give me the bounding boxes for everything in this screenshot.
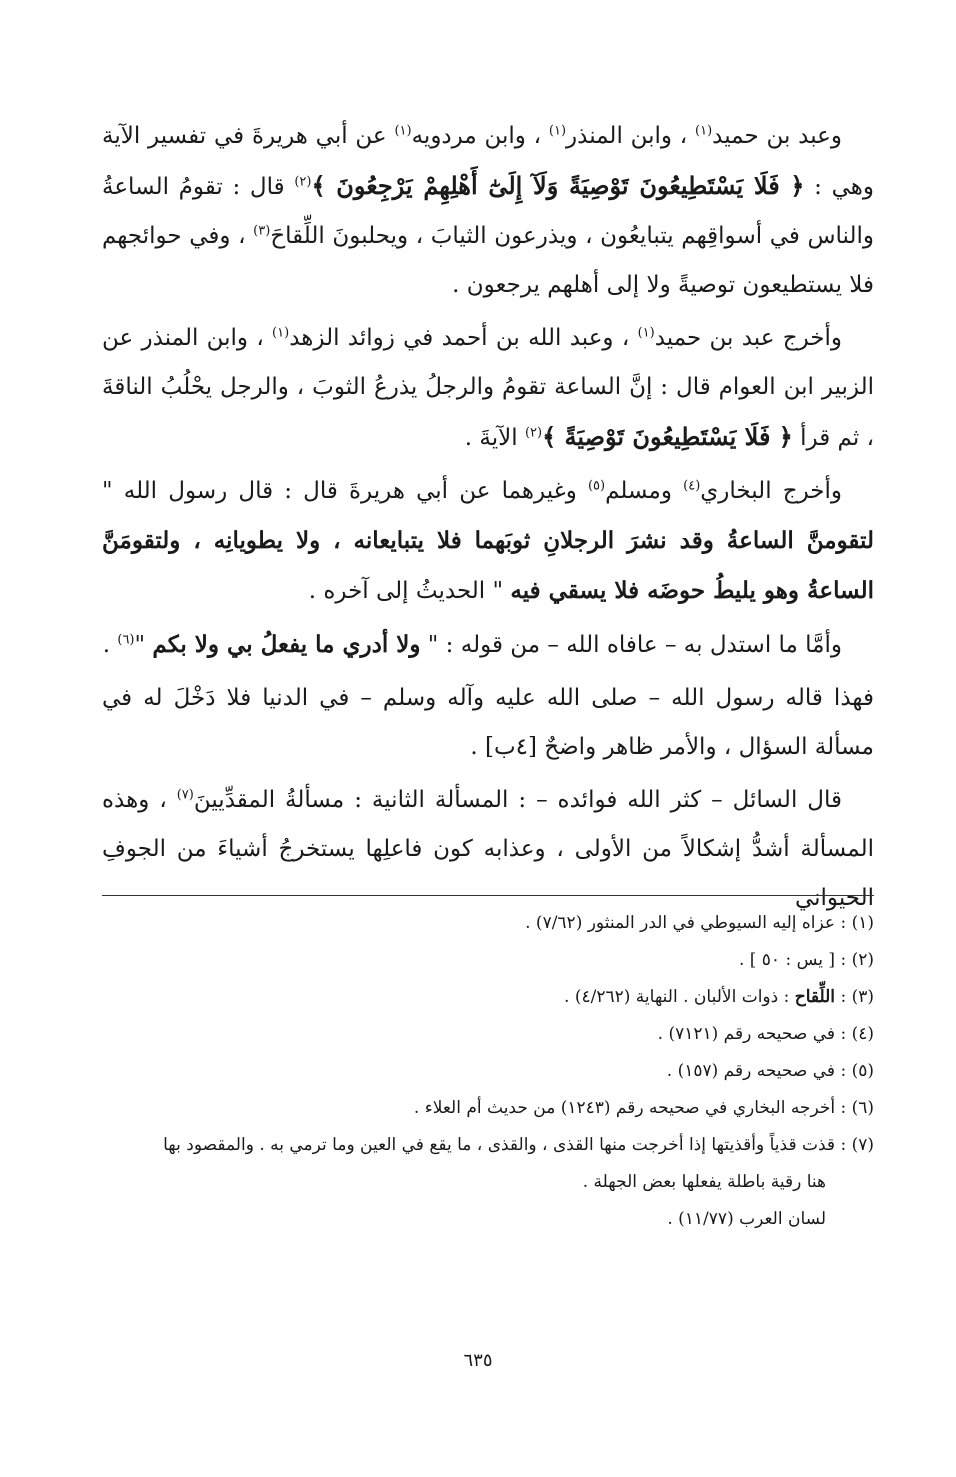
paragraph-4	[102, 620, 874, 670]
text-run: وعبد بن حميد	[712, 123, 843, 149]
text-run: ، وابن المنذر	[566, 123, 696, 149]
paragraph-4-continuation	[102, 674, 874, 772]
footnotes	[102, 905, 874, 1238]
hadith-quote: لتقومنَّ الساعةُ وقد نشرَ الرجلانِ ثوبَهما فلا يتبايعانه ، ولا يطويانِه ، ولتقومَنَّ الساعةُ وهو يليطُ حوضَه فلا يسقي فيه	[102, 527, 874, 604]
footnote-term: اللِّقاح	[794, 987, 836, 1007]
footnote-4: (٤) : في صحيحه رقم (٧١٢١) .	[657, 1024, 874, 1044]
paragraph-2	[102, 314, 874, 463]
text-run: ، وفي حوائجهم فلا يستطيعون توصيةً ولا إلى أهلهم يرجعون .	[102, 223, 874, 298]
text-run: .	[102, 632, 118, 658]
footnote-ref: (١)	[695, 123, 713, 139]
footnote-1: (١) : عزاه إليه السيوطي في الدر المنثور (٧/٦٢) .	[525, 913, 874, 933]
text-run: ، وابن مردويه	[411, 123, 549, 149]
text-run: وغيرهما عن أبي هريرةَ قال : قال رسول الله "	[102, 478, 588, 504]
paragraph-1	[102, 112, 874, 310]
quran-verse: ﴿ فَلَا يَسْتَطِيعُونَ تَوْصِيَةً وَلَآ إِلَىٰٓ أَهْلِهِمْ يَرْجِعُونَ ﴾	[311, 171, 805, 200]
text-run: وأمَّا ما استدل به – عافاه الله – من قوله : "	[420, 632, 842, 658]
quran-verse: ﴿ فَلَا يَسْتَطِيعُونَ تَوْصِيَةً ﴾	[542, 422, 793, 451]
footnote-5: (٥) : في صحيحه رقم (١٥٧) .	[666, 1061, 874, 1081]
text-run: عن أبي هريرةَ في تفسير الآية وهي :	[102, 123, 875, 200]
text-run: وأخرج البخاري	[700, 478, 842, 504]
paragraph-5	[102, 776, 874, 923]
footnote-ref: (١)	[394, 123, 412, 139]
footnote-ref: (١)	[548, 123, 567, 139]
footnote-ref: (١)	[272, 325, 290, 341]
footnote-3	[102, 979, 874, 1016]
footnote-text: : ذوات الألبان . النهاية (٤/٢٦٢) .	[564, 987, 795, 1007]
text-run: فهذا قاله رسول الله – صلى الله عليه وآله وسلم – في الدنيا فلا دَخْلَ له في مسألة السؤال ، والأمر ظاهر واضحٌ [٤ب] .	[102, 685, 874, 760]
footnote-7: (٧) : قذت قذياً وأقذيتها إذا أخرجت منها القذى ، والقذى ، ما يقع في العين وما ترمي به . والمقصود بها	[163, 1135, 874, 1155]
footnote-ref: (٦)	[117, 632, 135, 648]
footnote-ref: (٤)	[683, 478, 701, 494]
footnote-ref: (٢)	[524, 425, 543, 441]
footnote-7-source: لسان العرب (١١/٧٧) .	[667, 1209, 826, 1229]
footnote-ref: (٥)	[587, 478, 606, 494]
text-run: قال : تقومُ الساعةُ والناس في أسواقِهم يتبايعُون ، ويذرعون الثيابَ ، ويحلبونَ اللِّقاحَ	[102, 174, 875, 249]
footnote-ref: (٢)	[294, 174, 312, 190]
footnote-ref: (٧)	[176, 787, 194, 803]
hadith-quote: ولا أدري ما يفعلُ بي ولا بكم	[152, 631, 421, 658]
footnote-separator	[102, 895, 874, 896]
text-run: ، وابن المنذر عن الزبير ابن العوام قال : إنَّ الساعة تقومُ والرجلُ يذرعُ الثوبَ ، والرجل يحْلُبُ الناقةَ ، ثم قرأ	[102, 325, 874, 451]
text-run: وأخرج عبد بن حميد	[654, 325, 843, 351]
footnote-2: (٢) : [ يس : ٥٠ ] .	[738, 950, 874, 970]
main-text	[102, 112, 874, 927]
text-run: قال السائل – كثر الله فوائده – : المسألة الثانية : مسألةُ المقدِّيينَ	[193, 787, 843, 813]
text-run: الآيةَ .	[464, 425, 525, 451]
footnote-number: (٣) :	[835, 987, 874, 1007]
footnote-ref: (٣)	[253, 223, 271, 239]
page-number: ٦٣٥	[463, 1350, 493, 1371]
footnote-ref: (١)	[637, 325, 655, 341]
paragraph-3	[102, 467, 874, 616]
text-run: ، وهذه المسألة أشدُّ إشكالاً من الأولى ، وعذابه كون فاعلِها يستخرجُ أشياءَ من الجوفِ الحيواني	[102, 787, 874, 911]
text-run: ومسلم	[605, 478, 684, 504]
footnote-6: (٦) : أخرجه البخاري في صحيحه رقم (١٢٤٣) من حديث أم العلاء .	[413, 1098, 874, 1118]
text-run: ، وعبد الله بن أحمد في زوائد الزهد	[289, 325, 638, 351]
text-run: " الحديثُ إلى آخره .	[308, 578, 511, 604]
text-run: "	[134, 632, 153, 658]
footnote-7-continuation: هنا رقية باطلة يفعلها بعض الجهلة .	[582, 1172, 826, 1192]
